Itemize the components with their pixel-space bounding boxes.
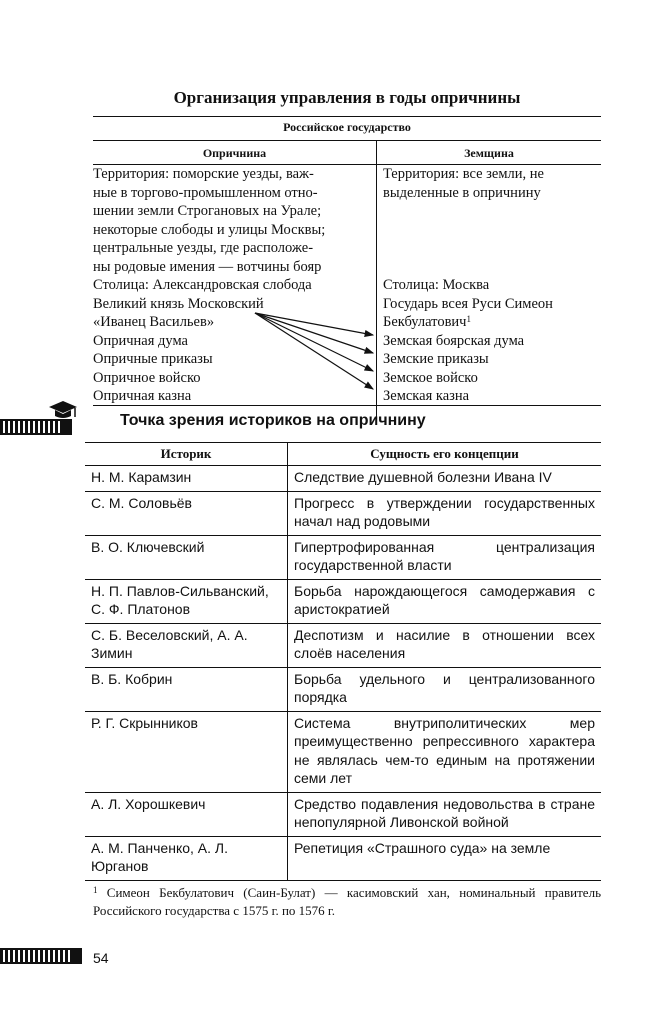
zemshchina-item: Земское войско <box>383 369 478 386</box>
footnote-text: Симеон Бекбулатович (Саин-Булат) — касимовский хан, номинальный правитель Российского государства с 1575 г. по 1576 г. <box>93 885 601 918</box>
table-row <box>85 623 601 667</box>
text-line: некоторые слободы и улицы Москвы; <box>93 221 326 238</box>
zemshchina-item: Земская боярская дума <box>383 332 525 349</box>
concept-cell: Борьба нарождающегося самодержавия с аристократией <box>288 579 602 623</box>
table-row <box>85 466 601 492</box>
concept-cell: Деспотизм и насилие в отношении всех слоёв населения <box>288 623 602 667</box>
oprichnina-ruler: Великий князь Московский <box>93 295 264 312</box>
zemshchina-item: Земская казна <box>383 388 470 404</box>
table-rule <box>93 405 601 406</box>
concept-cell: Система внутриполитических мер преимущественно репрессивного характера не являлась чем-то единым на протяжении семи лет <box>288 711 602 792</box>
graduation-cap-icon <box>48 399 78 421</box>
table-row <box>85 667 601 711</box>
table-header-row <box>85 443 601 466</box>
zemshchina-ruler: Государь всея Руси Симеон <box>383 295 553 312</box>
concept-cell: Средство подавления недовольства в стране непопулярной Ливонской войной <box>288 792 602 836</box>
text-line: ные в торгово-промышленном отно- <box>93 184 318 201</box>
arrow-line <box>255 313 373 371</box>
footnote-ref: 1 <box>466 314 471 324</box>
text-line: выделенные в опричнину <box>383 184 541 201</box>
text-line: Территория: все земли, не <box>383 166 544 182</box>
zemshchina-capital: Столица: Москва <box>383 277 490 293</box>
section-title: Организация управления в годы опричнины <box>173 88 521 107</box>
text-line: шении земли Строгановых на Урале; <box>93 203 322 219</box>
table-row <box>85 535 601 579</box>
barcode-stripe-icon <box>0 948 82 964</box>
section-title: Точка зрения историков на опричнину <box>120 412 426 429</box>
state-header: Российское государство <box>283 120 411 134</box>
concept-cell: Прогресс в утверждении государственных начал над родовыми <box>288 491 602 535</box>
concept-cell: Борьба удельного и централизованного порядка <box>288 667 602 711</box>
col-header-oprichnina: Опричнина <box>202 146 267 160</box>
ruler-name: Бекбулатович <box>383 314 467 330</box>
column-header: Историк <box>85 443 288 466</box>
col-header-zemshchina: Земщина <box>464 146 514 160</box>
historian-cell: А. М. Панченко, А. Л. Юрганов <box>85 836 288 880</box>
concept-cell: Репетиция «Страшного суда» на земле <box>288 836 602 880</box>
text-line: Территория: поморские уезды, важ- <box>93 166 314 182</box>
oprichnina-item: Опричные приказы <box>93 351 213 367</box>
table-row <box>85 579 601 623</box>
concept-cell: Гипертрофированная централизация государственной власти <box>288 535 602 579</box>
oprichnina-ruler: «Иванец Васильев» <box>93 314 215 330</box>
oprichnina-item: Опричная казна <box>93 388 192 404</box>
historian-cell: В. Б. Кобрин <box>85 667 288 711</box>
text-line: центральные уезды, где расположе- <box>93 240 314 256</box>
table-row <box>85 836 601 880</box>
table-row <box>85 792 601 836</box>
arrow-line <box>255 313 373 353</box>
historian-cell: А. Л. Хорошкевич <box>85 792 288 836</box>
column-header: Сущность его концепции <box>288 443 602 466</box>
historian-cell: В. О. Ключевский <box>85 535 288 579</box>
footnote <box>93 884 601 920</box>
historian-cell: С. Б. Веселовский, А. А. Зимин <box>85 623 288 667</box>
footnote-rule <box>93 880 183 881</box>
table-row <box>85 711 601 792</box>
oprichnina-capital: Столица: Александровская слобода <box>93 277 312 293</box>
historians-table <box>85 442 601 881</box>
correspondence-arrows <box>93 116 601 406</box>
zemshchina-item: Земские приказы <box>383 351 489 367</box>
barcode-stripe-icon <box>0 419 72 435</box>
historian-cell: Н. М. Карамзин <box>85 466 288 492</box>
historian-cell: С. М. Соловьёв <box>85 491 288 535</box>
oprichnina-item: Опричное войско <box>93 369 201 386</box>
oprichnina-item: Опричная дума <box>93 332 188 349</box>
page-number: 54 <box>93 950 109 966</box>
historian-cell: Р. Г. Скрынников <box>85 711 288 792</box>
table-row <box>85 491 601 535</box>
text-line: ны родовые имения — вотчины бояр <box>93 258 322 275</box>
concept-cell: Следствие душевной болезни Ивана IV <box>288 466 602 492</box>
historian-cell: Н. П. Павлов-Сильванский, С. Ф. Платонов <box>85 579 288 623</box>
footnote-marker: 1 <box>93 885 98 895</box>
